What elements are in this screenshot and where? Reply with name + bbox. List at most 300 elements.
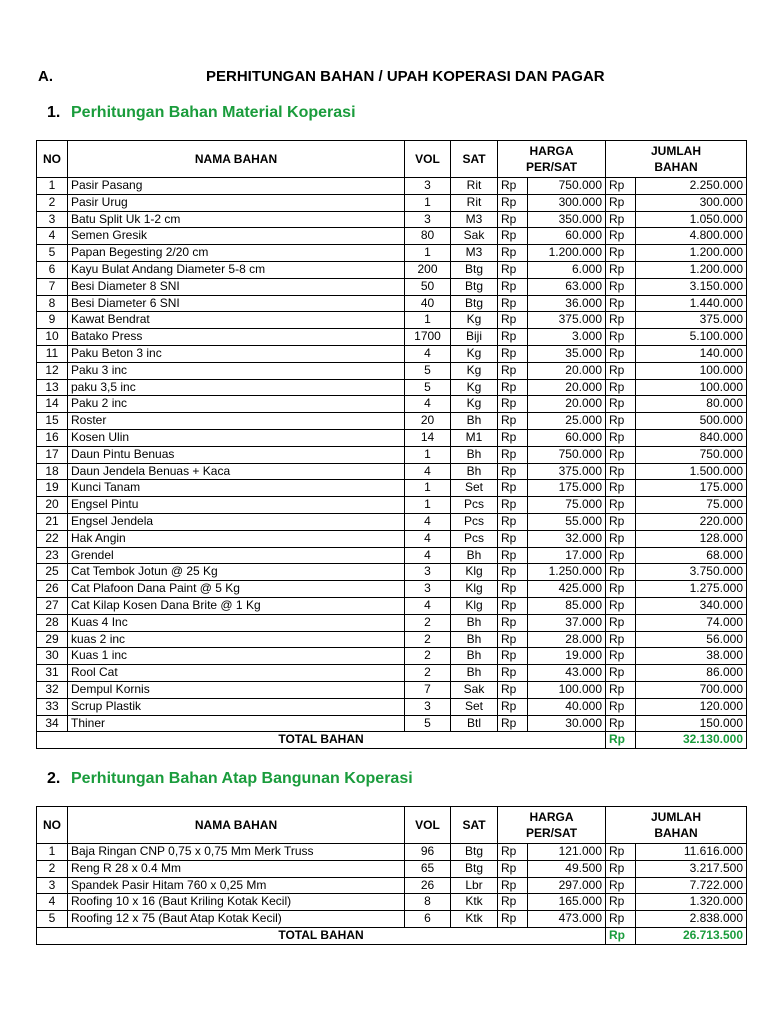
cell-no: 1: [37, 844, 68, 861]
table-row: [37, 480, 747, 497]
total-label: TOTAL BAHAN: [37, 927, 606, 944]
cell-name: Paku 3 inc: [68, 362, 405, 379]
table-header-row: [37, 141, 747, 178]
cell-harga-currency: Rp: [498, 463, 528, 480]
cell-name: Roofing 10 x 16 (Baut Kriling Kotak Kecil): [68, 894, 405, 911]
section-letter: A.: [38, 68, 53, 85]
cell-harga-currency: Rp: [498, 513, 528, 530]
cell-harga-currency: Rp: [498, 329, 528, 346]
table-row: [37, 429, 747, 446]
cell-jumlah: 68.000: [636, 547, 747, 564]
table-row: [37, 614, 747, 631]
cell-name: Scrup Plastik: [68, 698, 405, 715]
cell-harga: 17.000: [528, 547, 606, 564]
page-title: PERHITUNGAN BAHAN / UPAH KOPERASI DAN PAGAR: [206, 68, 605, 85]
cell-jumlah: 128.000: [636, 530, 747, 547]
cell-vol: 65: [405, 860, 451, 877]
table-row: [37, 463, 747, 480]
cell-name: Besi Diameter 6 SNI: [68, 295, 405, 312]
cell-name: Kuas 1 inc: [68, 648, 405, 665]
header-jumlah-line1: JUMLAH: [651, 144, 701, 158]
cell-harga-currency: Rp: [498, 564, 528, 581]
cell-harga-currency: Rp: [498, 911, 528, 928]
cell-vol: 20: [405, 413, 451, 430]
cell-harga-currency: Rp: [498, 894, 528, 911]
cell-harga: 750.000: [528, 178, 606, 195]
cell-no: 7: [37, 278, 68, 295]
section-title: Perhitungan Bahan Atap Bangunan Koperasi: [71, 770, 413, 787]
cell-jumlah: 120.000: [636, 698, 747, 715]
cell-harga-currency: Rp: [498, 194, 528, 211]
material-table-atap: [36, 806, 747, 945]
cell-sat: Klg: [451, 597, 498, 614]
cell-harga-currency: Rp: [498, 178, 528, 195]
cell-harga-currency: Rp: [498, 312, 528, 329]
cell-name: Engsel Jendela: [68, 513, 405, 530]
cell-jumlah: 220.000: [636, 513, 747, 530]
table-row: [37, 894, 747, 911]
cell-jumlah: 1.050.000: [636, 211, 747, 228]
cell-no: 16: [37, 429, 68, 446]
cell-jumlah-currency: Rp: [606, 581, 636, 598]
cell-jumlah: 3.150.000: [636, 278, 747, 295]
cell-jumlah: 1.440.000: [636, 295, 747, 312]
cell-harga: 20.000: [528, 362, 606, 379]
cell-jumlah-currency: Rp: [606, 597, 636, 614]
cell-jumlah-currency: Rp: [606, 245, 636, 262]
cell-sat: Sak: [451, 228, 498, 245]
cell-harga: 175.000: [528, 480, 606, 497]
cell-harga-currency: Rp: [498, 681, 528, 698]
cell-harga: 297.000: [528, 877, 606, 894]
table-row: [37, 547, 747, 564]
cell-harga: 25.000: [528, 413, 606, 430]
cell-jumlah: 1.320.000: [636, 894, 747, 911]
cell-no: 18: [37, 463, 68, 480]
header-harga: [498, 807, 606, 844]
cell-jumlah: 56.000: [636, 631, 747, 648]
total-value: 32.130.000: [636, 732, 747, 749]
cell-name: Baja Ringan CNP 0,75 x 0,75 Mm Merk Truss: [68, 844, 405, 861]
table-row: [37, 228, 747, 245]
cell-harga-currency: Rp: [498, 278, 528, 295]
cell-vol: 1: [405, 480, 451, 497]
cell-jumlah-currency: Rp: [606, 178, 636, 195]
cell-sat: Btg: [451, 844, 498, 861]
cell-jumlah: 1.500.000: [636, 463, 747, 480]
cell-jumlah-currency: Rp: [606, 261, 636, 278]
material-table-koperasi: [36, 140, 747, 749]
table-row: [37, 329, 747, 346]
cell-sat: Bh: [451, 665, 498, 682]
cell-sat: Klg: [451, 581, 498, 598]
cell-name: Roofing 12 x 75 (Baut Atap Kotak Kecil): [68, 911, 405, 928]
table-row: [37, 698, 747, 715]
table-row: [37, 245, 747, 262]
header-jumlah-line2: BAHAN: [654, 826, 698, 840]
cell-vol: 3: [405, 564, 451, 581]
cell-no: 32: [37, 681, 68, 698]
cell-harga: 20.000: [528, 396, 606, 413]
cell-jumlah: 2.838.000: [636, 911, 747, 928]
cell-jumlah-currency: Rp: [606, 530, 636, 547]
cell-vol: 4: [405, 597, 451, 614]
cell-name: Batu Split Uk 1-2 cm: [68, 211, 405, 228]
cell-harga: 20.000: [528, 379, 606, 396]
cell-harga-currency: Rp: [498, 547, 528, 564]
cell-no: 6: [37, 261, 68, 278]
section-title: Perhitungan Bahan Material Koperasi: [71, 104, 356, 121]
cell-sat: Btg: [451, 261, 498, 278]
cell-harga: 121.000: [528, 844, 606, 861]
cell-harga: 750.000: [528, 446, 606, 463]
cell-vol: 40: [405, 295, 451, 312]
cell-name: Daun Pintu Benuas: [68, 446, 405, 463]
cell-name: Rool Cat: [68, 665, 405, 682]
cell-name: Engsel Pintu: [68, 497, 405, 514]
cell-no: 11: [37, 345, 68, 362]
cell-name: Papan Begesting 2/20 cm: [68, 245, 405, 262]
table-row: [37, 860, 747, 877]
section-number: 2.: [47, 770, 61, 787]
table-row: [37, 581, 747, 598]
cell-sat: Bh: [451, 614, 498, 631]
cell-jumlah-currency: Rp: [606, 463, 636, 480]
cell-harga: 49.500: [528, 860, 606, 877]
cell-no: 29: [37, 631, 68, 648]
cell-jumlah: 375.000: [636, 312, 747, 329]
cell-harga-currency: Rp: [498, 379, 528, 396]
section-heading-2: [47, 770, 413, 788]
header-jumlah-line1: JUMLAH: [651, 810, 701, 824]
total-currency: Rp: [606, 927, 636, 944]
cell-sat: Kg: [451, 312, 498, 329]
table-row: [37, 681, 747, 698]
cell-vol: 1700: [405, 329, 451, 346]
cell-vol: 1: [405, 194, 451, 211]
cell-no: 3: [37, 877, 68, 894]
cell-jumlah: 86.000: [636, 665, 747, 682]
cell-jumlah-currency: Rp: [606, 681, 636, 698]
cell-jumlah-currency: Rp: [606, 480, 636, 497]
cell-vol: 4: [405, 530, 451, 547]
header-sat: SAT: [451, 141, 498, 178]
header-no: NO: [37, 807, 68, 844]
cell-no: 3: [37, 211, 68, 228]
cell-harga-currency: Rp: [498, 614, 528, 631]
cell-jumlah: 38.000: [636, 648, 747, 665]
cell-jumlah-currency: Rp: [606, 911, 636, 928]
cell-vol: 1: [405, 446, 451, 463]
cell-jumlah-currency: Rp: [606, 194, 636, 211]
cell-vol: 80: [405, 228, 451, 245]
cell-jumlah: 1.275.000: [636, 581, 747, 598]
cell-jumlah: 3.750.000: [636, 564, 747, 581]
cell-no: 1: [37, 178, 68, 195]
cell-no: 26: [37, 581, 68, 598]
header-jumlah: [606, 141, 747, 178]
cell-no: 23: [37, 547, 68, 564]
table-row: [37, 446, 747, 463]
cell-no: 5: [37, 245, 68, 262]
cell-name: Semen Gresik: [68, 228, 405, 245]
cell-jumlah: 500.000: [636, 413, 747, 430]
table-row: [37, 564, 747, 581]
cell-jumlah-currency: Rp: [606, 894, 636, 911]
cell-harga-currency: Rp: [498, 581, 528, 598]
cell-vol: 5: [405, 379, 451, 396]
cell-name: Batako Press: [68, 329, 405, 346]
cell-harga-currency: Rp: [498, 631, 528, 648]
cell-no: 10: [37, 329, 68, 346]
cell-name: Pasir Pasang: [68, 178, 405, 195]
cell-sat: Sak: [451, 681, 498, 698]
table-row: [37, 396, 747, 413]
cell-jumlah-currency: Rp: [606, 860, 636, 877]
cell-name: Besi Diameter 8 SNI: [68, 278, 405, 295]
table-row: [37, 194, 747, 211]
cell-harga-currency: Rp: [498, 860, 528, 877]
table-row: [37, 911, 747, 928]
cell-sat: Rit: [451, 194, 498, 211]
table-row: [37, 648, 747, 665]
cell-jumlah-currency: Rp: [606, 278, 636, 295]
cell-harga-currency: Rp: [498, 530, 528, 547]
cell-name: Grendel: [68, 547, 405, 564]
cell-vol: 5: [405, 362, 451, 379]
cell-jumlah: 5.100.000: [636, 329, 747, 346]
cell-jumlah: 700.000: [636, 681, 747, 698]
cell-harga-currency: Rp: [498, 345, 528, 362]
header-vol: VOL: [405, 807, 451, 844]
table-row: [37, 362, 747, 379]
table-row: [37, 715, 747, 732]
cell-vol: 2: [405, 665, 451, 682]
cell-harga: 60.000: [528, 228, 606, 245]
cell-no: 5: [37, 911, 68, 928]
cell-jumlah: 150.000: [636, 715, 747, 732]
cell-vol: 4: [405, 396, 451, 413]
cell-vol: 1: [405, 312, 451, 329]
header-vol: VOL: [405, 141, 451, 178]
cell-harga: 19.000: [528, 648, 606, 665]
cell-vol: 2: [405, 631, 451, 648]
cell-no: 4: [37, 894, 68, 911]
cell-no: 2: [37, 860, 68, 877]
cell-vol: 3: [405, 698, 451, 715]
cell-harga-currency: Rp: [498, 844, 528, 861]
cell-harga-currency: Rp: [498, 648, 528, 665]
cell-vol: 6: [405, 911, 451, 928]
cell-vol: 3: [405, 178, 451, 195]
cell-no: 12: [37, 362, 68, 379]
cell-jumlah-currency: Rp: [606, 329, 636, 346]
cell-sat: Set: [451, 698, 498, 715]
cell-sat: Kg: [451, 379, 498, 396]
cell-vol: 5: [405, 715, 451, 732]
header-harga-line2: PER/SAT: [525, 160, 578, 174]
cell-harga: 36.000: [528, 295, 606, 312]
cell-sat: Btg: [451, 860, 498, 877]
table-row: [37, 211, 747, 228]
cell-harga-currency: Rp: [498, 715, 528, 732]
cell-no: 13: [37, 379, 68, 396]
table-row: [37, 530, 747, 547]
cell-jumlah: 1.200.000: [636, 261, 747, 278]
cell-name: kuas 2 inc: [68, 631, 405, 648]
cell-harga: 375.000: [528, 463, 606, 480]
cell-jumlah-currency: Rp: [606, 698, 636, 715]
cell-jumlah: 840.000: [636, 429, 747, 446]
table-row: [37, 413, 747, 430]
total-row: [37, 732, 747, 749]
cell-name: Cat Plafoon Dana Paint @ 5 Kg: [68, 581, 405, 598]
cell-no: 25: [37, 564, 68, 581]
header-harga-line2: PER/SAT: [525, 826, 578, 840]
cell-name: Daun Jendela Benuas + Kaca: [68, 463, 405, 480]
cell-sat: Bh: [451, 463, 498, 480]
cell-harga-currency: Rp: [498, 480, 528, 497]
cell-jumlah: 300.000: [636, 194, 747, 211]
cell-harga: 3.000: [528, 329, 606, 346]
cell-harga: 37.000: [528, 614, 606, 631]
cell-sat: Biji: [451, 329, 498, 346]
cell-name: Paku 2 inc: [68, 396, 405, 413]
cell-no: 19: [37, 480, 68, 497]
cell-harga: 35.000: [528, 345, 606, 362]
cell-name: Pasir Urug: [68, 194, 405, 211]
cell-jumlah: 1.200.000: [636, 245, 747, 262]
cell-jumlah-currency: Rp: [606, 429, 636, 446]
cell-name: Dempul Kornis: [68, 681, 405, 698]
table-row: [37, 295, 747, 312]
cell-harga-currency: Rp: [498, 446, 528, 463]
table-row: [37, 261, 747, 278]
cell-jumlah: 74.000: [636, 614, 747, 631]
cell-jumlah-currency: Rp: [606, 413, 636, 430]
cell-sat: Btg: [451, 278, 498, 295]
cell-jumlah-currency: Rp: [606, 379, 636, 396]
cell-jumlah-currency: Rp: [606, 844, 636, 861]
cell-jumlah: 80.000: [636, 396, 747, 413]
cell-no: 8: [37, 295, 68, 312]
cell-vol: 1: [405, 245, 451, 262]
cell-sat: Bh: [451, 413, 498, 430]
cell-jumlah-currency: Rp: [606, 446, 636, 463]
cell-jumlah: 100.000: [636, 379, 747, 396]
cell-harga: 55.000: [528, 513, 606, 530]
header-harga-line1: HARGA: [529, 144, 574, 158]
cell-jumlah-currency: Rp: [606, 497, 636, 514]
cell-harga: 425.000: [528, 581, 606, 598]
cell-sat: Bh: [451, 547, 498, 564]
cell-harga-currency: Rp: [498, 245, 528, 262]
cell-no: 4: [37, 228, 68, 245]
table-row: [37, 497, 747, 514]
cell-no: 2: [37, 194, 68, 211]
cell-sat: Bh: [451, 648, 498, 665]
cell-jumlah-currency: Rp: [606, 631, 636, 648]
cell-no: 34: [37, 715, 68, 732]
cell-name: Reng R 28 x 0.4 Mm: [68, 860, 405, 877]
cell-vol: 14: [405, 429, 451, 446]
cell-vol: 2: [405, 614, 451, 631]
table-row: [37, 178, 747, 195]
cell-harga-currency: Rp: [498, 413, 528, 430]
page-header: [38, 68, 738, 88]
cell-harga-currency: Rp: [498, 698, 528, 715]
cell-harga-currency: Rp: [498, 211, 528, 228]
total-currency: Rp: [606, 732, 636, 749]
cell-sat: M3: [451, 211, 498, 228]
header-harga-line1: HARGA: [529, 810, 574, 824]
cell-name: Kayu Bulat Andang Diameter 5-8 cm: [68, 261, 405, 278]
cell-harga-currency: Rp: [498, 665, 528, 682]
cell-jumlah-currency: Rp: [606, 312, 636, 329]
cell-harga: 375.000: [528, 312, 606, 329]
cell-harga: 60.000: [528, 429, 606, 446]
cell-harga: 75.000: [528, 497, 606, 514]
table-row: [37, 631, 747, 648]
cell-sat: M3: [451, 245, 498, 262]
cell-jumlah: 11.616.000: [636, 844, 747, 861]
cell-sat: Btg: [451, 295, 498, 312]
cell-harga-currency: Rp: [498, 295, 528, 312]
cell-sat: Kg: [451, 396, 498, 413]
cell-no: 30: [37, 648, 68, 665]
cell-jumlah: 340.000: [636, 597, 747, 614]
cell-harga: 6.000: [528, 261, 606, 278]
cell-jumlah-currency: Rp: [606, 513, 636, 530]
cell-name: Thiner: [68, 715, 405, 732]
cell-harga-currency: Rp: [498, 497, 528, 514]
cell-sat: Ktk: [451, 911, 498, 928]
cell-sat: Bh: [451, 631, 498, 648]
cell-harga: 350.000: [528, 211, 606, 228]
cell-vol: 200: [405, 261, 451, 278]
cell-harga-currency: Rp: [498, 877, 528, 894]
cell-name: Cat Kilap Kosen Dana Brite @ 1 Kg: [68, 597, 405, 614]
cell-sat: Klg: [451, 564, 498, 581]
table-row: [37, 513, 747, 530]
cell-no: 22: [37, 530, 68, 547]
cell-name: Paku Beton 3 inc: [68, 345, 405, 362]
cell-vol: 96: [405, 844, 451, 861]
cell-jumlah: 7.722.000: [636, 877, 747, 894]
header-jumlah: [606, 807, 747, 844]
total-label: TOTAL BAHAN: [37, 732, 606, 749]
cell-jumlah-currency: Rp: [606, 648, 636, 665]
cell-jumlah: 75.000: [636, 497, 747, 514]
cell-harga: 300.000: [528, 194, 606, 211]
cell-jumlah-currency: Rp: [606, 614, 636, 631]
cell-name: Kunci Tanam: [68, 480, 405, 497]
cell-name: Roster: [68, 413, 405, 430]
table-row: [37, 345, 747, 362]
cell-harga: 100.000: [528, 681, 606, 698]
cell-jumlah: 3.217.500: [636, 860, 747, 877]
cell-vol: 8: [405, 894, 451, 911]
cell-jumlah: 140.000: [636, 345, 747, 362]
cell-sat: Kg: [451, 362, 498, 379]
cell-vol: 2: [405, 648, 451, 665]
cell-sat: Pcs: [451, 530, 498, 547]
table-row: [37, 312, 747, 329]
cell-no: 28: [37, 614, 68, 631]
cell-harga-currency: Rp: [498, 396, 528, 413]
cell-harga: 28.000: [528, 631, 606, 648]
cell-name: Cat Tembok Jotun @ 25 Kg: [68, 564, 405, 581]
